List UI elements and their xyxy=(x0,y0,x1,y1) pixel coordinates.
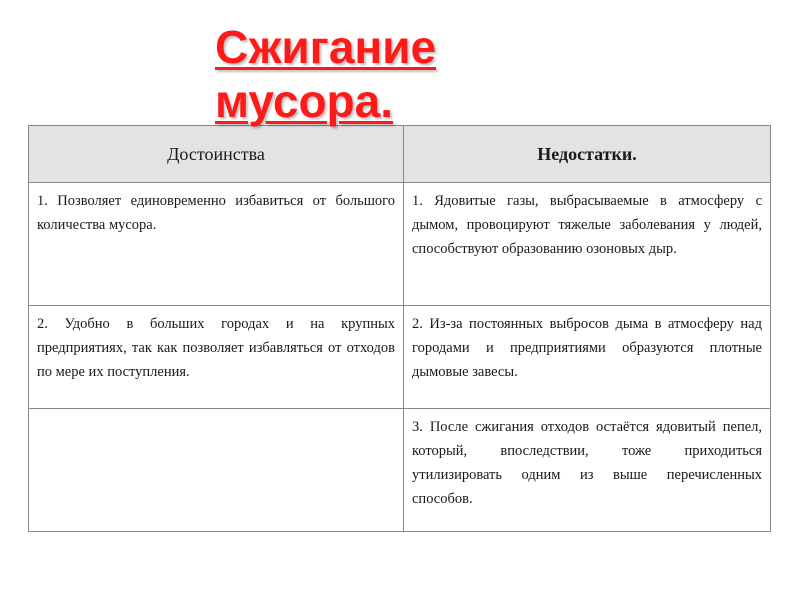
advantage-cell xyxy=(29,409,404,532)
disadvantage-cell: 1. Ядовитые газы, выбрасываемые в атмосферу с дымом, провоцируют тяжелые заболевания у людей, способствуют образованию озоновых дыр. xyxy=(404,183,771,306)
advantage-cell: 2. Удобно в больших городах и на крупных предприятиях, так как позволяет избавляться от отходов по мере их поступления. xyxy=(29,306,404,409)
table-row xyxy=(29,409,771,532)
table-row xyxy=(29,183,771,306)
disadvantage-cell: 2. Из-за постоянных выбросов дыма в атмосферу над городами и предприятиями образуются плотные дымовые завесы. xyxy=(404,306,771,409)
advantage-cell: 1. Позволяет единовременно избавиться от большого количества мусора. xyxy=(29,183,404,306)
header-advantages: Достоинства xyxy=(29,126,404,183)
disadvantage-cell: 3. После сжигания отходов остаётся ядовитый пепел, который, впоследствии, тоже приходиться утилизировать одним из выше перечисленных способов. xyxy=(404,409,771,532)
comparison-table xyxy=(28,125,771,532)
table-header-row xyxy=(29,126,771,183)
slide-title-line-1: Сжигание xyxy=(215,21,437,73)
header-disadvantages: Недостатки. xyxy=(404,126,771,183)
slide-title-line-2: мусора. xyxy=(215,75,394,127)
table-row xyxy=(29,306,771,409)
slide-title xyxy=(215,20,535,128)
